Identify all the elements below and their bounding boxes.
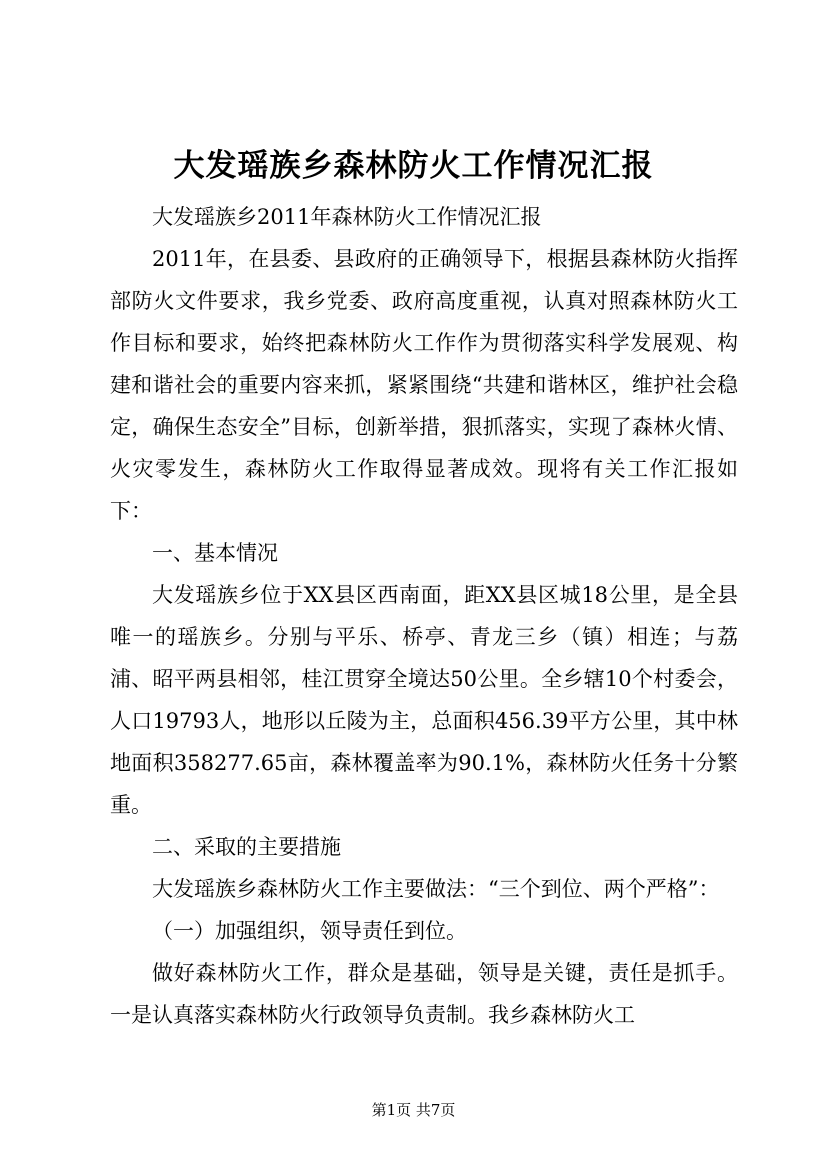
section-heading-basic: 一、基本情况 [152,541,278,565]
document-body [110,196,738,1036]
basic-info-paragraph: 大发瑶族乡位于XX县区西南面，距XX县区城18公里，是全县唯一的瑶族乡。分别与平乐、桥亭、青龙三乡（镇）相连；与荔浦、昭平两县相邻，桂江贯穿全境达50公里。全乡辖10个村委会，人口19793人，地形以丘陵为主，总面积456.39平方公里，其中林地面积358277.65亩，森林覆盖率为90.1%，森林防火任务十分繁重。 [110,583,738,817]
measures-summary-paragraph: 大发瑶族乡森林防火工作主要做法：“三个到位、两个严格”： [152,877,720,901]
organization-paragraph: 做好森林防火工作，群众是基础，领导是关键，责任是抓手。一是认真落实森林防火行政领导负责制。我乡森林防火工 [110,961,738,1027]
subsection-heading-organization: （一）加强组织，领导责任到位。 [152,919,467,943]
document-title: 大发瑶族乡森林防火工作情况汇报 [173,148,654,184]
intro-paragraph: 2011年，在县委、县政府的正确领导下，根据县森林防火指挥部防火文件要求，我乡党委、政府高度重视，认真对照森林防火工作目标和要求，始终把森林防火工作作为贯彻落实科学发展观、构建和谐社会的重要内容来抓，紧紧围绕“共建和谐林区，维护社会稳定，确保生态安全”目标，创新举措，狠抓落实，实现了森林火情、火灾零发生，森林防火工作取得显著成效。现将有关工作汇报如下： [110,247,738,523]
section-heading-measures: 二、采取的主要措施 [152,835,341,859]
subtitle-paragraph: 大发瑶族乡2011年森林防火工作情况汇报 [152,205,542,229]
page-footer: 第1页 共7页 [371,1101,456,1119]
